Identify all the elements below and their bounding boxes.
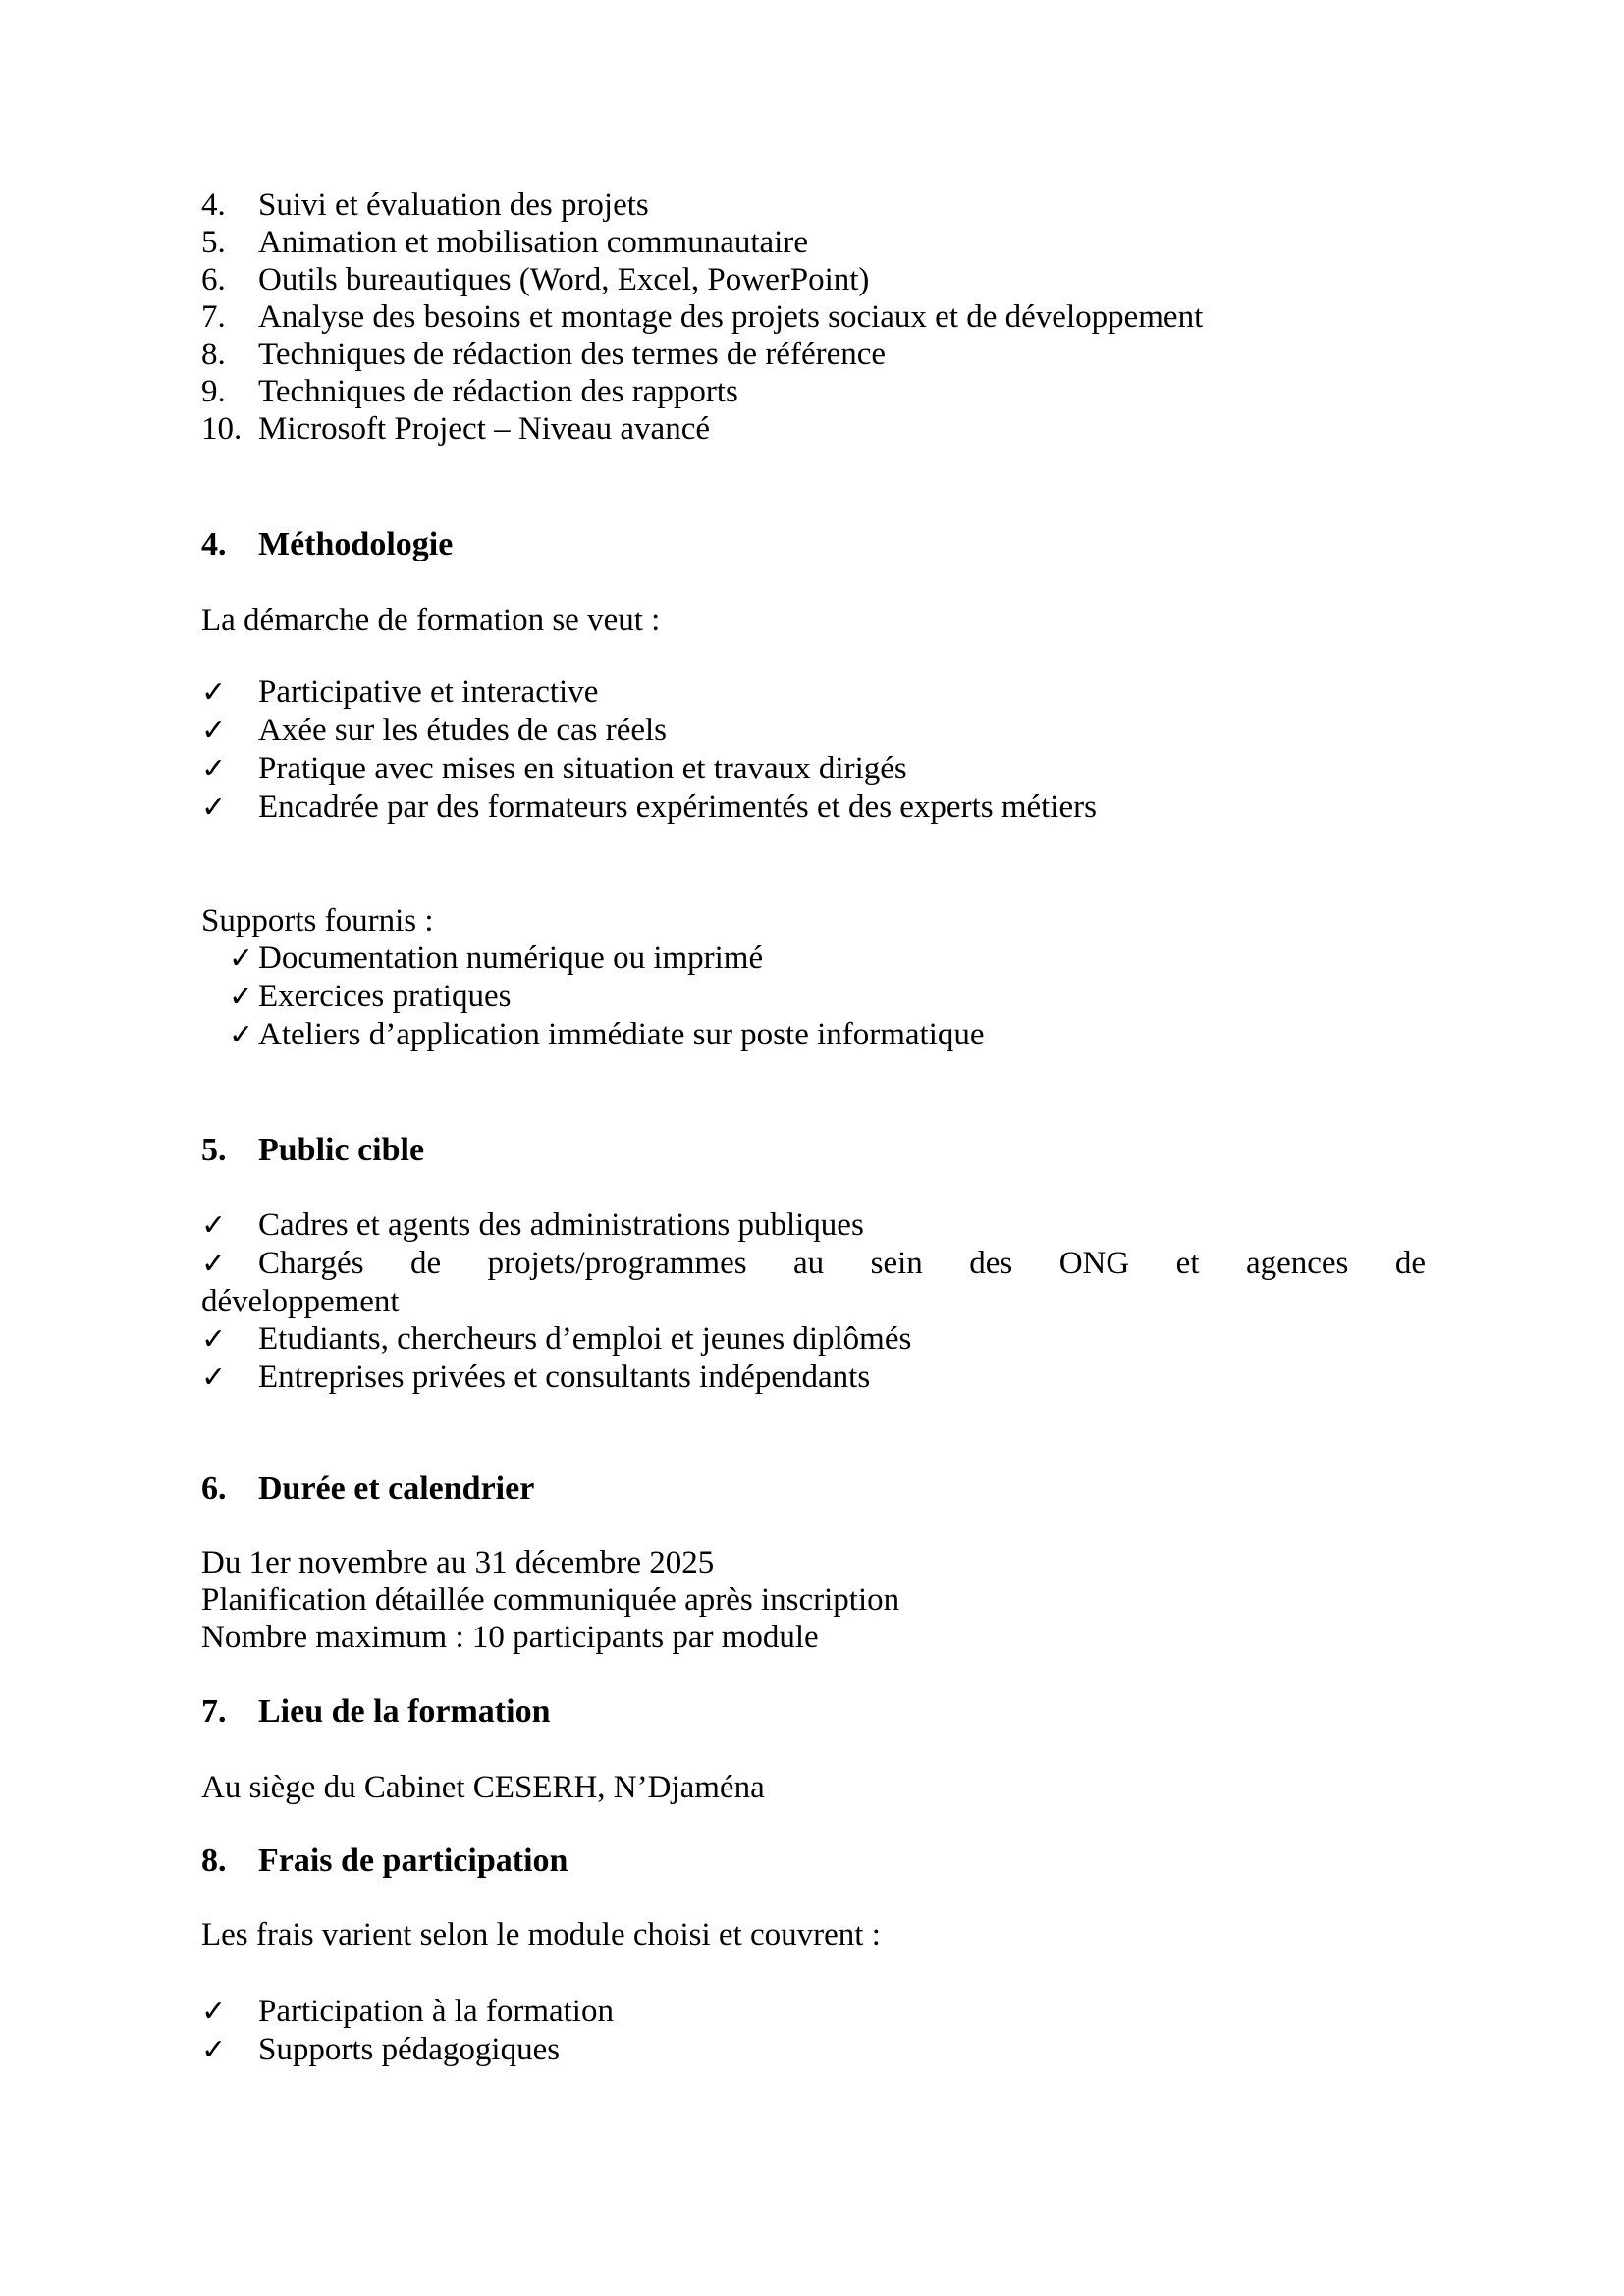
checkmark-icon: ✓ bbox=[229, 980, 254, 1014]
checkmark-icon: ✓ bbox=[229, 941, 254, 976]
check-item bbox=[201, 1245, 1426, 1283]
module-list-item bbox=[201, 336, 1426, 373]
check-item bbox=[201, 2031, 1426, 2069]
list-text: Techniques de rédaction des rapports bbox=[258, 374, 738, 409]
checkmark-icon: ✓ bbox=[201, 2033, 227, 2067]
heading-text: Public cible bbox=[258, 1132, 425, 1168]
checkmark-icon: ✓ bbox=[229, 1018, 254, 1052]
module-list bbox=[201, 187, 1426, 448]
section-heading-frais bbox=[201, 1842, 1426, 1880]
lieu-line: Au siège du Cabinet CESERH, N’Djaména bbox=[201, 1770, 765, 1805]
heading-number: 5. bbox=[201, 1132, 227, 1168]
check-text: Participation à la formation bbox=[258, 1994, 614, 2029]
check-text: Pratique avec mises en situation et travaux dirigés bbox=[258, 751, 907, 786]
check-text: Etudiants, chercheurs d’emploi et jeunes diplômés bbox=[258, 1321, 912, 1357]
list-text: Outils bureautiques (Word, Excel, PowerPoint) bbox=[258, 262, 870, 297]
checkmark-icon: ✓ bbox=[201, 1322, 227, 1357]
checkmark-icon: ✓ bbox=[201, 1995, 227, 2029]
checkmark-icon: ✓ bbox=[201, 752, 227, 786]
frais-intro: Les frais varient selon le module choisi et couvrent : bbox=[201, 1917, 881, 1952]
check-item bbox=[201, 673, 1426, 712]
heading-number: 6. bbox=[201, 1470, 227, 1507]
check-text: Exercices pratiques bbox=[258, 979, 512, 1014]
check-item bbox=[229, 978, 1426, 1016]
methodologie-intro: La démarche de formation se veut : bbox=[201, 603, 661, 638]
module-list-item bbox=[201, 187, 1426, 224]
module-list-item bbox=[201, 224, 1426, 261]
list-number: 10. bbox=[201, 411, 243, 447]
check-text: Participative et interactive bbox=[258, 674, 599, 710]
check-item bbox=[201, 1359, 1426, 1397]
check-item bbox=[201, 788, 1426, 827]
check-item bbox=[201, 712, 1426, 750]
list-text: Techniques de rédaction des termes de référence bbox=[258, 337, 887, 372]
check-text: Supports pédagogiques bbox=[258, 2032, 561, 2067]
module-list-item bbox=[201, 410, 1426, 448]
check-item bbox=[201, 750, 1426, 788]
module-list-item bbox=[201, 298, 1426, 336]
heading-number: 8. bbox=[201, 1842, 227, 1879]
checkmark-icon: ✓ bbox=[201, 714, 227, 748]
list-text: Microsoft Project – Niveau avancé bbox=[258, 411, 711, 447]
check-item bbox=[229, 939, 1426, 978]
checkmark-icon: ✓ bbox=[201, 1208, 227, 1243]
module-list-item bbox=[201, 261, 1426, 298]
heading-text: Méthodologie bbox=[258, 526, 454, 562]
check-text: Documentation numérique ou imprimé bbox=[258, 940, 764, 976]
check-item bbox=[229, 1016, 1426, 1054]
section-heading-duree bbox=[201, 1470, 1426, 1508]
list-number: 5. bbox=[201, 225, 226, 260]
duree-line: Planification détaillée communiquée après inscription bbox=[201, 1582, 900, 1618]
list-number: 8. bbox=[201, 337, 226, 372]
list-number: 9. bbox=[201, 374, 226, 409]
heading-text: Lieu de la formation bbox=[258, 1693, 551, 1730]
heading-number: 7. bbox=[201, 1693, 227, 1730]
check-text: Axée sur les études de cas réels bbox=[258, 713, 667, 748]
heading-text: Durée et calendrier bbox=[258, 1470, 535, 1507]
public-cible-check-list bbox=[201, 1206, 1426, 1397]
methodologie-check-list bbox=[201, 673, 1426, 827]
check-text: Cadres et agents des administrations publiques bbox=[258, 1207, 864, 1243]
list-text: Analyse des besoins et montage des projets sociaux et de développement bbox=[258, 299, 1204, 335]
frais-check-list bbox=[201, 1993, 1426, 2069]
check-text: Entreprises privées et consultants indépendants bbox=[258, 1360, 871, 1395]
check-item bbox=[201, 1320, 1426, 1359]
check-text: Ateliers d’application immédiate sur poste informatique bbox=[258, 1017, 985, 1052]
checkmark-icon: ✓ bbox=[201, 1361, 227, 1395]
checkmark-icon: ✓ bbox=[201, 1247, 227, 1281]
heading-text: Frais de participation bbox=[258, 1842, 568, 1879]
module-list-item bbox=[201, 373, 1426, 410]
list-text: Animation et mobilisation communautaire bbox=[258, 225, 808, 260]
check-item bbox=[201, 1206, 1426, 1245]
list-text: Suivi et évaluation des projets bbox=[258, 187, 649, 223]
list-number: 7. bbox=[201, 299, 226, 335]
check-text: Encadrée par des formateurs expérimentés et des experts métiers bbox=[258, 789, 1097, 825]
checkmark-icon: ✓ bbox=[201, 675, 227, 710]
list-number: 4. bbox=[201, 187, 226, 223]
duree-lines bbox=[201, 1544, 1426, 1656]
section-heading-lieu bbox=[201, 1693, 1426, 1731]
supports-label: Supports fournis : bbox=[201, 903, 434, 938]
supports-check-list bbox=[201, 939, 1426, 1054]
check-item bbox=[201, 1993, 1426, 2031]
list-number: 6. bbox=[201, 262, 226, 297]
section-heading-public-cible bbox=[201, 1132, 1426, 1169]
duree-line: Nombre maximum : 10 participants par module bbox=[201, 1620, 819, 1655]
heading-number: 4. bbox=[201, 526, 227, 562]
duree-line: Du 1er novembre au 31 décembre 2025 bbox=[201, 1545, 715, 1580]
section-heading-methodologie bbox=[201, 526, 1426, 563]
check-text: Chargés de projets/programmes au sein des ONG et agences de bbox=[258, 1246, 1426, 1281]
checkmark-icon: ✓ bbox=[201, 790, 227, 825]
check-text-continuation: développement bbox=[201, 1284, 400, 1319]
